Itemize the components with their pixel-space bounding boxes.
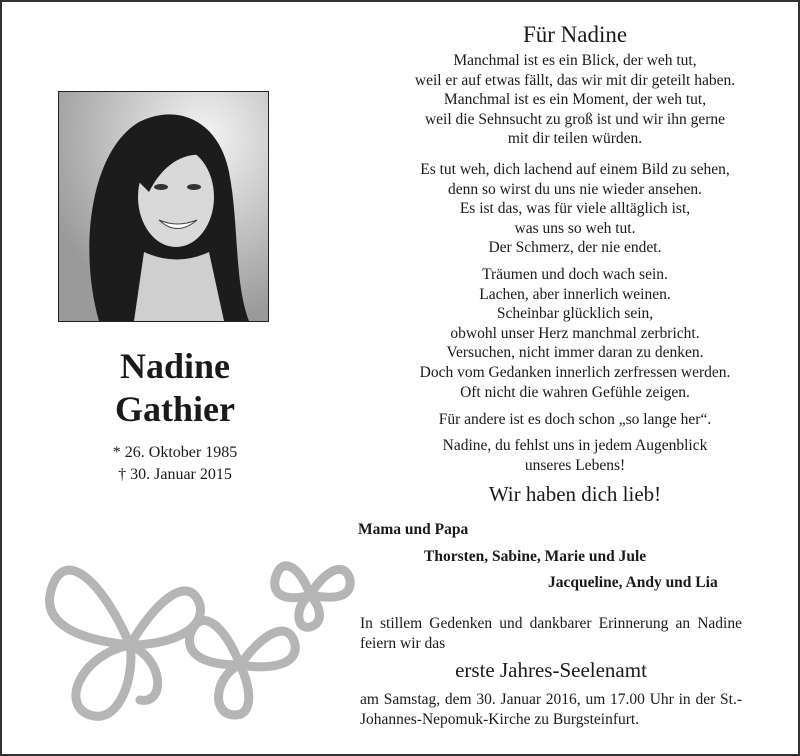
poem-stanza-3 xyxy=(355,265,795,402)
poem-line: Es ist das, was für viele alltäglich ist, xyxy=(459,200,691,218)
memorial-intro: In stillem Gedenken und dankbarer Erinnerung an Nadine feiern wir das xyxy=(360,615,742,652)
memorial-details: am Samstag, dem 30. Januar 2016, um 17.00 Uhr in der St.-Johannes-Nepomuk-Kirche zu Burgsteinfurt. xyxy=(360,691,742,728)
poem-line: denn so wirst du uns nie wieder ansehen. xyxy=(448,180,702,198)
poem-line: Manchmal ist es ein Blick, der weh tut, xyxy=(453,52,697,69)
poem-stanza-2 xyxy=(355,160,795,258)
poem-line: Oft nicht die wahren Gefühle zeigen. xyxy=(460,383,690,401)
poem-line: Nadine, du fehlst uns in jedem Augenblick xyxy=(442,437,708,454)
poem-line: unseres Lebens! xyxy=(524,456,626,474)
birth-date: * 26. Oktober 1985 xyxy=(112,444,238,461)
last-name: Gathier xyxy=(115,389,235,429)
mourner-parents: Mama und Papa xyxy=(358,521,469,538)
portrait-photo xyxy=(58,91,269,322)
poem-line: Scheinbar glücklich sein, xyxy=(496,305,654,323)
death-date: † 30. Januar 2015 xyxy=(118,466,232,483)
poem-line: weil er auf etwas fällt, das wir mit dir geteilt haben. xyxy=(414,71,736,89)
first-name: Nadine xyxy=(119,346,231,386)
butterflies-decoration xyxy=(40,535,360,735)
poem-stanza-4 xyxy=(355,410,795,430)
poem-line: Der Schmerz, der nie endet. xyxy=(488,239,662,257)
poem-line: Träumen und doch wach sein. xyxy=(482,266,668,283)
poem-line: obwohl unser Herz manchmal zerbricht. xyxy=(450,324,700,342)
poem-line: Versuchen, nicht immer daran zu denken. xyxy=(446,344,704,362)
mourner-siblings: Thorsten, Sabine, Marie und Jule xyxy=(424,548,647,565)
poem-line: Lachen, aber innerlich weinen. xyxy=(479,285,671,303)
poem-stanza-1 xyxy=(355,51,795,149)
poem-line: was uns so weh tut. xyxy=(514,219,636,237)
poem-closing: Wir haben dich lieb! xyxy=(488,482,662,506)
memorial-event: erste Jahres-Seelenamt xyxy=(455,658,647,682)
mourner-family: Jacqueline, Andy und Lia xyxy=(548,574,718,591)
poem-line: mit dir teilen würden. xyxy=(507,130,643,148)
poem-line: weil die Sehnsucht zu groß ist und wir ihn gerne xyxy=(424,110,726,128)
poem-line: Für andere ist es doch schon „so lange her“. xyxy=(438,411,712,428)
poem-stanza-5 xyxy=(355,436,795,475)
poem-line: Es tut weh, dich lachend auf einem Bild zu sehen, xyxy=(420,161,730,178)
poem-line: Manchmal ist es ein Moment, der weh tut, xyxy=(443,91,707,109)
poem-title: Für Nadine xyxy=(522,22,628,47)
poem-line: Doch vom Gedanken innerlich zerfressen werden. xyxy=(419,363,731,381)
